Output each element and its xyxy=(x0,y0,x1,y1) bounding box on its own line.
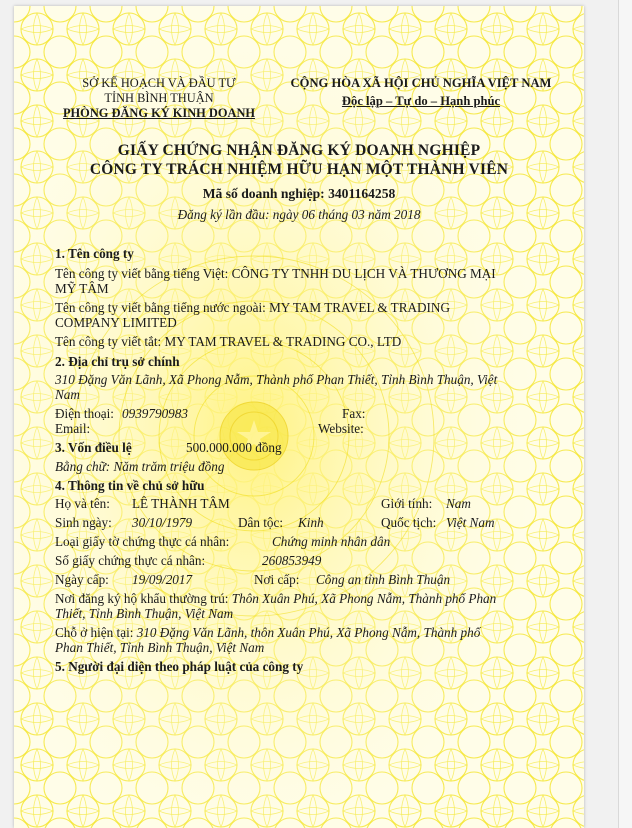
section-2-heading: 2. Địa chỉ trụ sở chính xyxy=(55,354,180,369)
address-line-2: Nam xyxy=(55,387,80,402)
current-address-row xyxy=(55,625,480,641)
residence-row xyxy=(55,591,496,607)
capital-in-words: Bằng chữ: Năm trăm triệu đồng xyxy=(55,459,225,474)
national-motto xyxy=(276,76,566,109)
short-name-label: Tên công ty viết tắt: xyxy=(55,334,162,349)
dob-value: 30/10/1979 xyxy=(132,515,193,530)
phone-value: 0939790983 xyxy=(122,406,188,421)
vn-name-row xyxy=(55,266,496,282)
residence-value-cont: Thiết, Tỉnh Bình Thuận, Việt Nam xyxy=(55,606,234,621)
capital-value: 500.000.000 đồng xyxy=(186,440,282,455)
section-3-heading: 3. Vốn điều lệ xyxy=(55,440,132,455)
motto-line-1: CỘNG HÒA XÃ HỘI CHỦ NGHĨA VIỆT NAM xyxy=(290,76,552,90)
vn-name-value: CÔNG TY TNHH DU LỊCH VÀ THƯƠNG MẠI xyxy=(231,266,496,281)
registration-date: Đăng ký lần đầu: ngày 06 tháng 03 năm 2018 xyxy=(177,207,421,222)
foreign-name-label: Tên công ty viết bằng tiếng nước ngoài: xyxy=(55,300,266,315)
vn-name-value-cont: MỸ TÂM xyxy=(55,281,109,296)
short-name-value: MY TAM TRAVEL & TRADING CO., LTD xyxy=(164,334,402,349)
website-label: Website: xyxy=(318,421,364,436)
nationality-value: Việt Nam xyxy=(446,515,495,530)
issue-date-value: 19/09/2017 xyxy=(132,572,193,587)
section-5-heading: 5. Người đại diện theo pháp luật của công ty xyxy=(55,659,304,674)
address-line-1: 310 Đặng Văn Lãnh, Xã Phong Nẫm, Thành phố Phan Thiết, Tỉnh Bình Thuận, Việt xyxy=(55,372,498,387)
nationality-label: Quốc tịch: xyxy=(381,515,437,530)
phone-label: Điện thoại: xyxy=(55,406,114,421)
motto-line-2: Độc lập – Tự do – Hạnh phúc xyxy=(341,94,501,108)
vn-name-label: Tên công ty viết bằng tiếng Việt: xyxy=(55,266,229,281)
owner-name-label: Họ và tên: xyxy=(55,496,110,511)
dob-label: Sinh ngày: xyxy=(55,515,112,530)
current-address-value: 310 Đặng Văn Lãnh, thôn Xuân Phú, Xã Phong Nẫm, Thành phố xyxy=(136,625,481,640)
emblem-icon xyxy=(220,402,288,470)
section-4-heading: 4. Thông tin về chủ sở hữu xyxy=(55,478,205,493)
document-subtitle: CÔNG TY TRÁCH NHIỆM HỮU HẠN MỘT THÀNH VIÊN xyxy=(89,161,509,178)
id-number-value: 260853949 xyxy=(262,553,322,568)
issuing-authority xyxy=(59,76,259,121)
foreign-name-row xyxy=(55,300,450,316)
email-label: Email: xyxy=(55,421,91,436)
issue-place-value: Công an tỉnh Bình Thuận xyxy=(316,572,451,587)
ethnic-label: Dân tộc: xyxy=(238,515,284,530)
viewer-scrollbar[interactable] xyxy=(618,0,632,828)
owner-name-value: LÊ THÀNH TÂM xyxy=(132,496,230,511)
issue-date-label: Ngày cấp: xyxy=(55,572,109,587)
authority-line-1: SỞ KẾ HOẠCH VÀ ĐẦU TƯ xyxy=(82,76,236,90)
document-title: GIẤY CHỨNG NHẬN ĐĂNG KÝ DOANH NGHIỆP xyxy=(117,142,481,159)
gender-label: Giới tính: xyxy=(381,496,433,511)
authority-line-2: TỈNH BÌNH THUẬN xyxy=(104,91,214,105)
current-address-label: Chỗ ở hiện tại: xyxy=(55,625,134,640)
ethnic-value: Kinh xyxy=(298,515,324,530)
foreign-name-value: MY TAM TRAVEL & TRADING xyxy=(269,300,450,315)
tax-code: Mã số doanh nghiệp: 3401164258 xyxy=(202,186,396,201)
section-1-heading: 1. Tên công ty xyxy=(55,246,134,261)
short-name-row xyxy=(55,334,401,350)
fax-label: Fax: xyxy=(342,406,366,421)
foreign-name-value-cont: COMPANY LIMITED xyxy=(55,315,177,330)
issue-place-label: Nơi cấp: xyxy=(254,572,300,587)
certificate-page xyxy=(14,6,584,828)
gender-value: Nam xyxy=(446,496,471,511)
id-number-label: Số giấy chứng thực cá nhân: xyxy=(55,553,206,568)
residence-value: Thôn Xuân Phú, Xã Phong Nẫm, Thành phố Phan xyxy=(231,591,497,606)
id-type-value: Chứng minh nhân dân xyxy=(272,534,391,549)
current-address-value-cont: Phan Thiết, Tỉnh Bình Thuận, Việt Nam xyxy=(55,640,265,655)
id-type-label: Loại giấy tờ chứng thực cá nhân: xyxy=(55,534,230,549)
residence-label: Nơi đăng ký hộ khẩu thường trú: xyxy=(55,591,229,606)
authority-line-3: PHÒNG ĐĂNG KÝ KINH DOANH xyxy=(62,106,256,120)
